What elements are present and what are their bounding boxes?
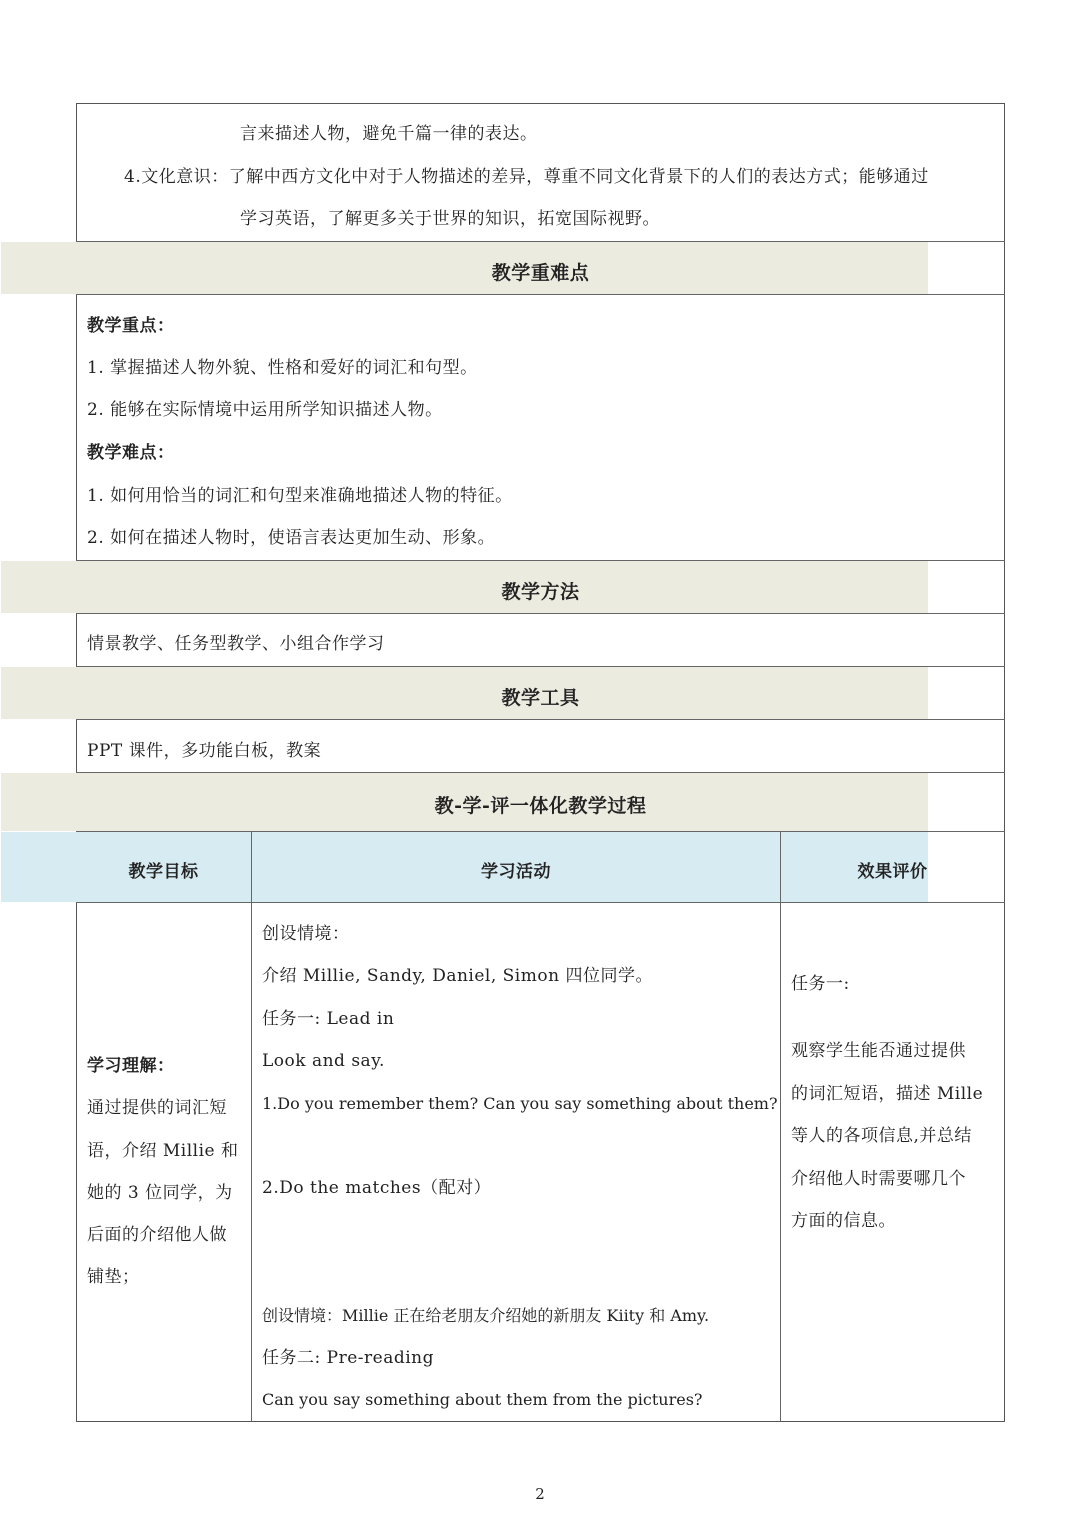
- row-divider: [76, 902, 1005, 903]
- row-divider: [76, 560, 1005, 561]
- evaluation-line: 介绍他人时需要哪几个: [791, 1169, 966, 1189]
- row-divider: [76, 613, 1005, 614]
- goal-line: 语，介绍 Millie 和: [87, 1141, 239, 1161]
- difficulty-label: 教学难点：: [87, 443, 175, 463]
- row-divider: [76, 294, 1005, 295]
- activity-line: 任务一: Lead in: [262, 1009, 395, 1029]
- row-divider: [76, 719, 1005, 720]
- methods-title: 教学方法: [501, 581, 580, 603]
- goal-line: 通过提供的词汇短: [87, 1098, 227, 1118]
- process-title: 教-学-评一体化教学过程: [434, 795, 647, 817]
- page-number: 2: [535, 1485, 545, 1503]
- row-divider: [76, 666, 1005, 667]
- focus-item: 1. 掌握描述人物外貌、性格和爱好的词汇和句型。: [87, 358, 478, 378]
- intro-line-1: 言来描述人物，避免千篇一律的表达。: [240, 124, 538, 144]
- column-divider: [251, 832, 252, 1421]
- activity-line: 创设情境：: [262, 924, 350, 944]
- tools-content: PPT 课件，多功能白板，教案: [87, 741, 322, 761]
- key-points-title: 教学重难点: [491, 262, 590, 284]
- activity-line: Look and say.: [262, 1051, 385, 1071]
- activity-line: 1.Do you remember them? Can you say something about them?: [262, 1094, 778, 1113]
- header-activity: 学习活动: [481, 862, 551, 882]
- tools-title: 教学工具: [501, 687, 580, 709]
- column-divider: [780, 832, 781, 1421]
- evaluation-line: 的词汇短语，描述 Mille: [791, 1084, 984, 1104]
- header-goal: 教学目标: [128, 862, 199, 882]
- activity-line: 创设情境：Millie 正在给老朋友介绍她的新朋友 Kiity 和 Amy.: [262, 1306, 710, 1325]
- row-divider: [76, 241, 1005, 242]
- evaluation-line: 任务一:: [791, 974, 850, 994]
- intro-line-2: 4.文化意识：了解中西方文化中对于人物描述的差异，尊重不同文化背景下的人们的表达方式；能够通过: [124, 167, 929, 187]
- focus-item: 2. 能够在实际情境中运用所学知识描述人物。: [87, 400, 443, 420]
- goal-line: 她的 3 位同学，为: [87, 1183, 233, 1203]
- goal-line: 铺垫；: [87, 1267, 140, 1287]
- goal-line: 后面的介绍他人做: [87, 1225, 227, 1245]
- difficulty-item: 1. 如何用恰当的词汇和句型来准确地描述人物的特征。: [87, 486, 513, 506]
- header-evaluation: 效果评价: [857, 862, 928, 882]
- activity-line: 任务二: Pre-reading: [262, 1348, 434, 1368]
- activity-line: 2.Do the matches（配对）: [262, 1178, 492, 1198]
- evaluation-line: 观察学生能否通过提供: [791, 1041, 966, 1061]
- row-divider: [76, 772, 1005, 773]
- evaluation-line: 等人的各项信息,并总结: [791, 1126, 972, 1146]
- intro-line-3: 学习英语，了解更多关于世界的知识，拓宽国际视野。: [240, 209, 660, 229]
- activity-line: Can you say something about them from the pictures?: [262, 1390, 703, 1409]
- methods-content: 情景教学、任务型教学、小组合作学习: [87, 634, 385, 654]
- difficulty-item: 2. 如何在描述人物时，使语言表达更加生动、形象。: [87, 528, 496, 548]
- evaluation-line: 方面的信息。: [791, 1211, 896, 1231]
- focus-label: 教学重点：: [87, 316, 175, 336]
- goal-label: 学习理解：: [87, 1056, 175, 1076]
- activity-line: 介绍 Millie, Sandy, Daniel, Simon 四位同学。: [262, 966, 653, 986]
- row-divider: [76, 831, 1005, 832]
